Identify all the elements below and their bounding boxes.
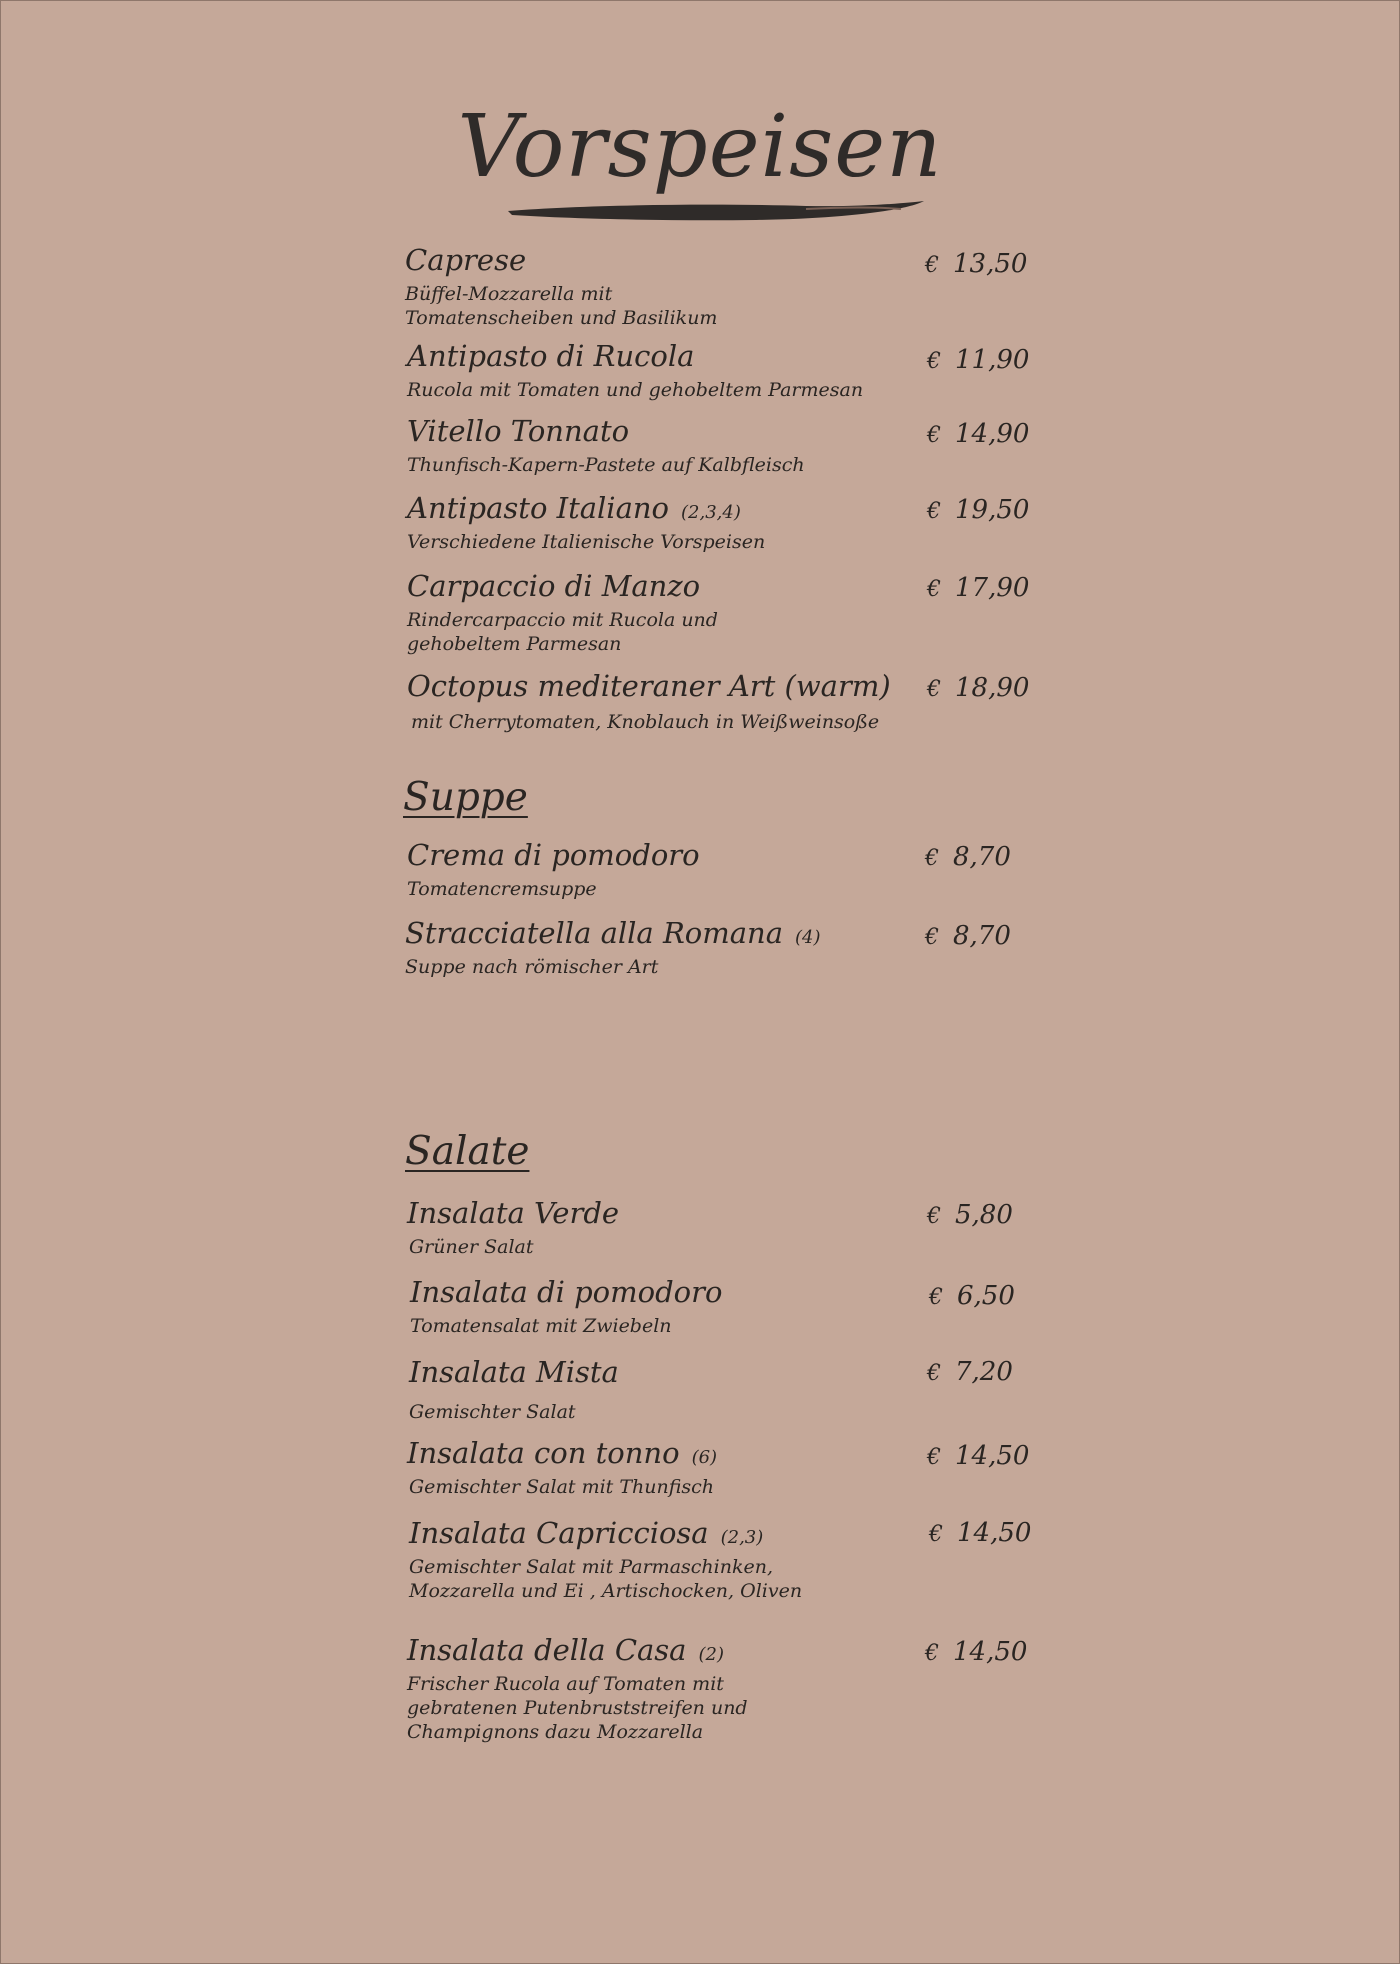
currency-symbol: € (927, 1361, 941, 1386)
item-name: Octopus mediteraner Art (warm) (407, 669, 891, 703)
brush-stroke-divider (506, 197, 926, 227)
item-price (925, 1635, 1085, 1671)
item-description: Verschiedene Italienische Vorspeisen (407, 531, 766, 553)
item-name: Antipasto di Rucola (407, 339, 695, 373)
currency-symbol: € (929, 1522, 943, 1547)
item-price (927, 343, 1087, 379)
item-name: Caprese (405, 243, 527, 277)
section-heading-salate: Salate (405, 1129, 530, 1174)
price-value: 13,50 (953, 249, 1028, 279)
item-price (925, 840, 1085, 876)
item-name: Insalata Verde (407, 1196, 620, 1230)
price-value: 6,50 (957, 1281, 1015, 1311)
item-name: Vitello Tonnato (407, 414, 630, 448)
price-value: 17,90 (955, 573, 1030, 603)
item-allergens: (4) (795, 927, 821, 948)
item-description: Gemischter Salat (409, 1401, 576, 1423)
item-name: Insalata Capricciosa (409, 1516, 709, 1550)
item-description: Gemischter Salat mit Parmaschinken, Mozzarella und Ei , Artischocken, Oliven (409, 1556, 803, 1602)
price-value: 14,90 (955, 419, 1030, 449)
price-value: 18,90 (955, 673, 1030, 703)
item-name: Carpaccio di Manzo (407, 569, 701, 603)
item-description: Frischer Rucola auf Tomaten mit gebratenen Putenbruststreifen und Champignons dazu Mozzarella (407, 1673, 748, 1743)
page-title: Vorspeisen (457, 97, 943, 197)
item-description: Tomatensalat mit Zwiebeln (410, 1315, 672, 1337)
currency-symbol: € (925, 846, 939, 871)
currency-symbol: € (927, 677, 941, 702)
price-value: 14,50 (957, 1518, 1032, 1548)
item-price (927, 571, 1087, 607)
section-heading-suppe: Suppe (403, 775, 528, 820)
currency-symbol: € (927, 1445, 941, 1470)
item-description: mit Cherrytomaten, Knoblauch in Weißweinsoße (411, 711, 880, 733)
item-allergens: (2,3,4) (681, 502, 741, 523)
item-price (927, 1198, 1087, 1234)
item-allergens: (2,3) (720, 1527, 764, 1548)
currency-symbol: € (927, 1204, 941, 1229)
item-name: Insalata della Casa (407, 1633, 687, 1667)
item-price (929, 1279, 1089, 1315)
currency-symbol: € (927, 499, 941, 524)
item-price (927, 1355, 1087, 1391)
price-value: 14,50 (955, 1441, 1030, 1471)
currency-symbol: € (927, 423, 941, 448)
currency-symbol: € (929, 1285, 943, 1310)
currency-symbol: € (925, 1641, 939, 1666)
price-value: 5,80 (955, 1200, 1013, 1230)
item-description: Rindercarpaccio mit Rucola und gehobeltem Parmesan (407, 609, 718, 655)
item-price (927, 493, 1087, 529)
item-name: Insalata con tonno (407, 1436, 680, 1470)
item-allergens: (2) (698, 1644, 724, 1665)
item-description: Büffel-Mozzarella mit Tomatenscheiben und Basilikum (405, 283, 718, 329)
item-description: Tomatencremsuppe (407, 878, 597, 900)
currency-symbol: € (925, 925, 939, 950)
item-name: Stracciatella alla Romana (405, 916, 783, 950)
price-value: 7,20 (955, 1357, 1013, 1387)
item-price (925, 247, 1085, 283)
price-value: 14,50 (953, 1637, 1028, 1667)
item-description: Thunfisch-Kapern-Pastete auf Kalbfleisch (407, 454, 805, 476)
item-name: Insalata di pomodoro (410, 1275, 723, 1309)
price-value: 8,70 (953, 921, 1011, 951)
item-name: Antipasto Italiano (407, 491, 669, 525)
currency-symbol: € (927, 577, 941, 602)
item-price (929, 1516, 1089, 1552)
currency-symbol: € (927, 349, 941, 374)
item-allergens: (6) (691, 1447, 718, 1468)
currency-symbol: € (925, 253, 939, 278)
item-name: Insalata Mista (409, 1355, 619, 1389)
price-value: 11,90 (955, 345, 1030, 375)
item-price (925, 919, 1085, 955)
item-price (927, 1439, 1087, 1475)
item-name: Crema di pomodoro (407, 838, 700, 872)
item-description: Suppe nach römischer Art (405, 956, 659, 978)
price-value: 19,50 (955, 495, 1030, 525)
price-value: 8,70 (953, 842, 1011, 872)
item-price (927, 417, 1087, 453)
item-description: Rucola mit Tomaten und gehobeltem Parmesan (407, 379, 864, 401)
item-price (927, 671, 1087, 707)
item-description: Gemischter Salat mit Thunfisch (409, 1476, 715, 1498)
item-description: Grüner Salat (409, 1236, 534, 1258)
